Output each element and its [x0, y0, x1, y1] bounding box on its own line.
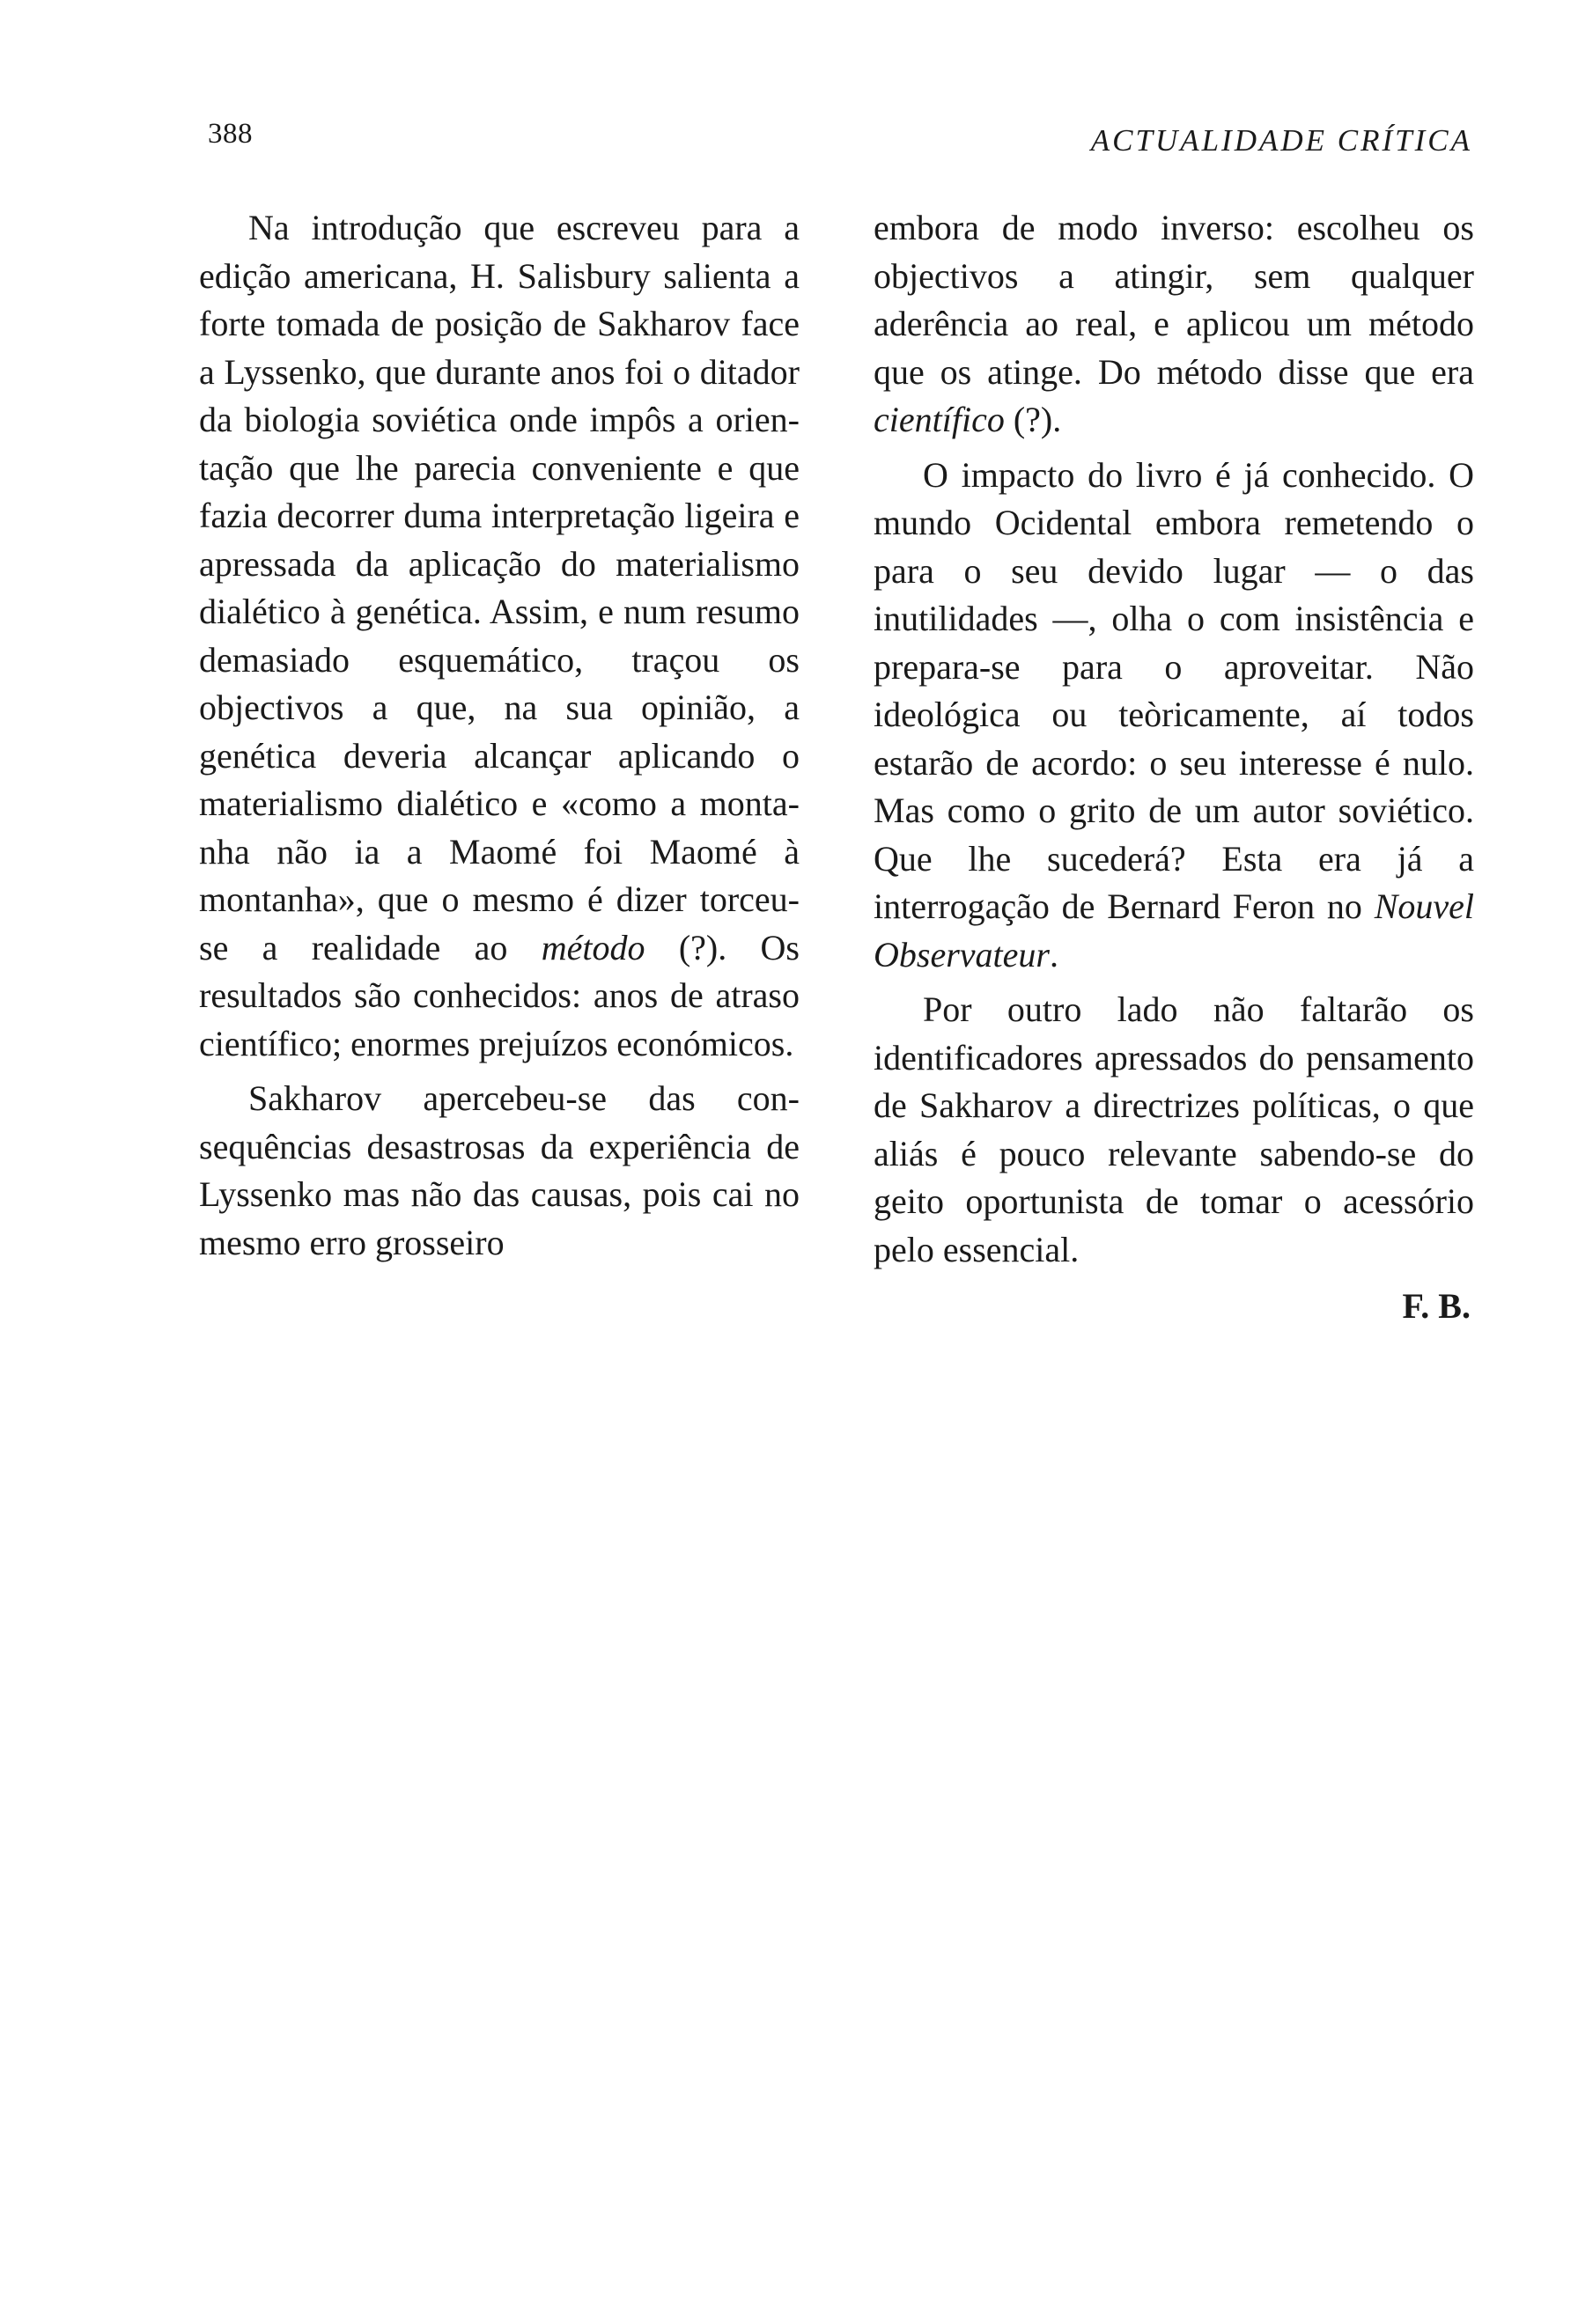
right-column — [874, 204, 1474, 1331]
page-number: 388 — [208, 118, 253, 150]
signature: F. B. — [1402, 1286, 1471, 1326]
paragraph: Por outro lado não faltarão os identificadores apressados do pensamento de Sakharov a directrizes políticas, o que aliás é pouco relevante sabendo-se do geito oportunista de tomar o acessório pelo essencial. — [874, 989, 1474, 1269]
text-run: (?). Os resultados são conhecidos: anos de atraso científico; enormes prejuízos económicos. — [199, 927, 800, 1063]
text-run: O impacto do livro é já conhecido. O mundo Ocidental embora remetendo o para o seu devido lugar — o das inutilidades —, olha o com insistência e prepara-se para o aproveitar. Não ideológica ou teòricamente, aí todos estarão de acordo: o seu interesse é nulo. Mas como o grito de um autor soviético. Que lhe sucederá? Esta era já a interrogação de Bernard Feron no — [874, 454, 1474, 926]
text-run: . — [1049, 934, 1058, 974]
text-run: (?). — [1004, 400, 1062, 439]
left-column — [199, 204, 800, 1267]
italic-title: Nouvel Observateur — [874, 886, 1474, 974]
paragraph: Sakharov apercebeu-se das consequências desastrosas da experiência de Lyssenko mas não das causas, pois cai no mesmo erro grosseiro — [199, 1078, 800, 1262]
text-run: Na introdução que escreveu para a edição americana, H. Salisbury salienta a forte tomada de posição de Sakharov face a Lyssenko, que durante anos foi o ditador da biologia soviética onde impôs a orientação que lhe parecia conveniente e que fazia decorrer duma interpretação ligeira e apressada da aplicação do materialismo dialético à genética. Assim, e num resumo demasiado esquemático, traçou os objectivos a que, na sua opinião, a genética deveria alcançar aplicando o materialismo dialético e «como a montanha não ia a Maomé foi Maomé à montanha», que o mesmo é dizer torceu-se a realidade ao — [199, 208, 800, 967]
italic-term: método — [541, 927, 645, 967]
italic-term: científico — [874, 400, 1005, 439]
paragraph — [874, 204, 1474, 445]
text-run: embora de modo inverso: escolheu os objectivos a atingir, sem qualquer aderência ao real, e aplicou um método que os atinge. Do método disse que era — [874, 208, 1474, 392]
paragraph — [199, 204, 800, 1068]
paragraph — [874, 452, 1474, 980]
running-head: ACTUALIDADE CRÍTICA — [1090, 123, 1472, 158]
